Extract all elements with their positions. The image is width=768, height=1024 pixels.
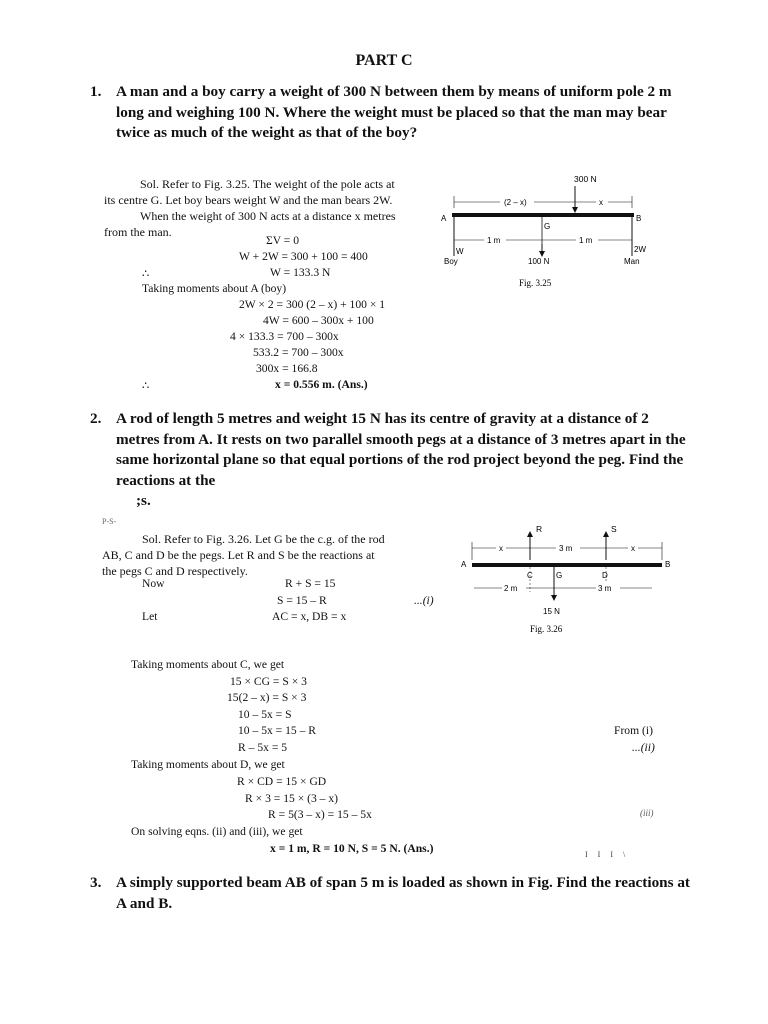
stray-marks: I I I \ xyxy=(585,850,630,859)
therefore-symbol: ∴ xyxy=(142,267,150,280)
ref-iii: (iii) xyxy=(640,808,654,818)
question-number: 2. xyxy=(90,410,102,427)
solving-label: On solving eqns. (ii) and (iii), we get xyxy=(131,825,303,838)
equation: 4W = 600 – 300x + 100 xyxy=(263,314,374,327)
solution-line: AB, C and D be the pegs. Let R and S be the reactions at xyxy=(102,548,375,562)
moments-d-label: Taking moments about D, we get xyxy=(131,758,285,771)
equation: R × 3 = 15 × (3 – x) xyxy=(245,792,339,805)
dim-left-label: (2 – x) xyxy=(504,198,527,207)
question-text: A simply supported beam AB of span 5 m is loaded as shown in Fig. Find the reactions at A and B. xyxy=(116,874,690,912)
beam xyxy=(452,213,634,217)
equation: S = 15 – R xyxy=(277,594,327,607)
reaction-r-label: R xyxy=(536,524,543,534)
equation: 10 – 5x = 15 – R xyxy=(238,724,317,737)
dim-x2-label: x xyxy=(631,544,635,553)
man-label: Man xyxy=(624,257,640,266)
equation: 15(2 – x) = S × 3 xyxy=(227,691,307,704)
solution-line: When the weight of 300 N acts at a distance x metres xyxy=(140,209,396,223)
ref-ii: ...(ii) xyxy=(632,741,655,754)
question-1 xyxy=(90,82,690,144)
question-number: 3. xyxy=(90,874,102,891)
point-d-label: D xyxy=(602,571,608,580)
equation: 533.2 = 700 – 300x xyxy=(253,346,344,359)
point-a-label: A xyxy=(441,214,447,223)
dim-right-label: x xyxy=(599,198,603,207)
equation: W + 2W = 300 + 100 = 400 xyxy=(239,250,368,263)
rod xyxy=(472,563,662,567)
solution-line: Sol. Refer to Fig. 3.26. Let G be the c.g. of the rod xyxy=(142,532,385,546)
equation: R = 5(3 – x) = 15 – 5x xyxy=(268,808,372,821)
moments-label: Taking moments about A (boy) xyxy=(142,282,287,295)
one-m-left-label: 1 m xyxy=(487,236,501,245)
boy-label: Boy xyxy=(444,257,458,266)
point-g-label: G xyxy=(544,222,551,231)
answer: x = 0.556 m. (Ans.) xyxy=(275,378,368,391)
equation: R + S = 15 xyxy=(285,577,336,590)
dim-2m-label: 2 m xyxy=(504,584,518,593)
question-text-fragment: ;s. xyxy=(136,492,151,509)
from-i-label: From (i) xyxy=(614,724,653,737)
point-b-label: B xyxy=(636,214,642,223)
dim-3m-bottom-label: 3 m xyxy=(598,584,612,593)
load-label: 15 N xyxy=(543,607,560,616)
now-label: Now xyxy=(142,577,165,590)
cut-fragment: P-S- xyxy=(102,517,117,526)
question-3 xyxy=(90,873,690,914)
solution-line: Sol. Refer to Fig. 3.25. The weight of the pole acts at xyxy=(140,177,395,191)
moments-c-label: Taking moments about C, we get xyxy=(131,658,285,671)
equation: R – 5x = 5 xyxy=(238,741,288,754)
let-label: Let xyxy=(142,610,158,623)
solution-line: the pegs C and D respectively. xyxy=(102,564,248,578)
figure-caption: Fig. 3.26 xyxy=(530,624,563,634)
figure-3-26 xyxy=(456,520,678,638)
load-label: 300 N xyxy=(574,174,597,184)
point-a-label: A xyxy=(461,560,467,569)
ref-i: ...(i) xyxy=(414,594,434,607)
center-load-label: 100 N xyxy=(528,257,550,266)
question-2 xyxy=(90,409,690,512)
therefore-symbol: ∴ xyxy=(142,379,150,392)
point-b-label: B xyxy=(665,560,671,569)
point-c-label: C xyxy=(527,571,533,580)
page-title: PART C xyxy=(355,52,413,69)
answer: x = 1 m, R = 10 N, S = 5 N. (Ans.) xyxy=(270,842,434,855)
2w-label: 2W xyxy=(634,245,646,254)
point-g-label: G xyxy=(556,571,563,580)
w-label: W xyxy=(456,247,464,256)
question-number: 1. xyxy=(90,83,102,100)
equation: R × CD = 15 × GD xyxy=(237,775,327,788)
equation: AC = x, DB = x xyxy=(272,610,347,623)
dim-x1-label: x xyxy=(499,544,503,553)
solution-1-intro xyxy=(104,176,434,240)
equation: 4 × 133.3 = 700 – 300x xyxy=(230,330,339,343)
equation: 300x = 166.8 xyxy=(256,362,318,375)
solution-2-intro xyxy=(102,531,444,579)
question-text: A rod of length 5 metres and weight 15 N has its centre of gravity at a distance of 2 metres from A. It rests on two parallel smooth pegs at a distance of 3 metres apart in the same horizontal plane so that equal portions of the rod project beyond the peg. Find the reactions at the xyxy=(116,410,686,489)
dim-3m-label: 3 m xyxy=(559,544,573,553)
question-text: A man and a boy carry a weight of 300 N between them by means of uniform pole 2 m long and weighing 100 N. Where the weight must be placed so that the man may bear twice as much of the weight as that of the boy? xyxy=(116,83,672,141)
equation: ΣV = 0 xyxy=(266,234,300,247)
figure-caption: Fig. 3.25 xyxy=(519,278,552,288)
equation: 2W × 2 = 300 (2 – x) + 100 × 1 xyxy=(239,298,386,311)
one-m-right-label: 1 m xyxy=(579,236,593,245)
equation: 15 × CG = S × 3 xyxy=(230,675,307,688)
figure-3-25 xyxy=(436,170,658,292)
solution-line: its centre G. Let boy bears weight W and the man bears 2W. xyxy=(104,193,393,207)
equation: 10 – 5x = S xyxy=(238,708,292,721)
solution-line: from the man. xyxy=(104,225,172,239)
reaction-s-label: S xyxy=(611,524,617,534)
equation: W = 133.3 N xyxy=(270,266,331,279)
